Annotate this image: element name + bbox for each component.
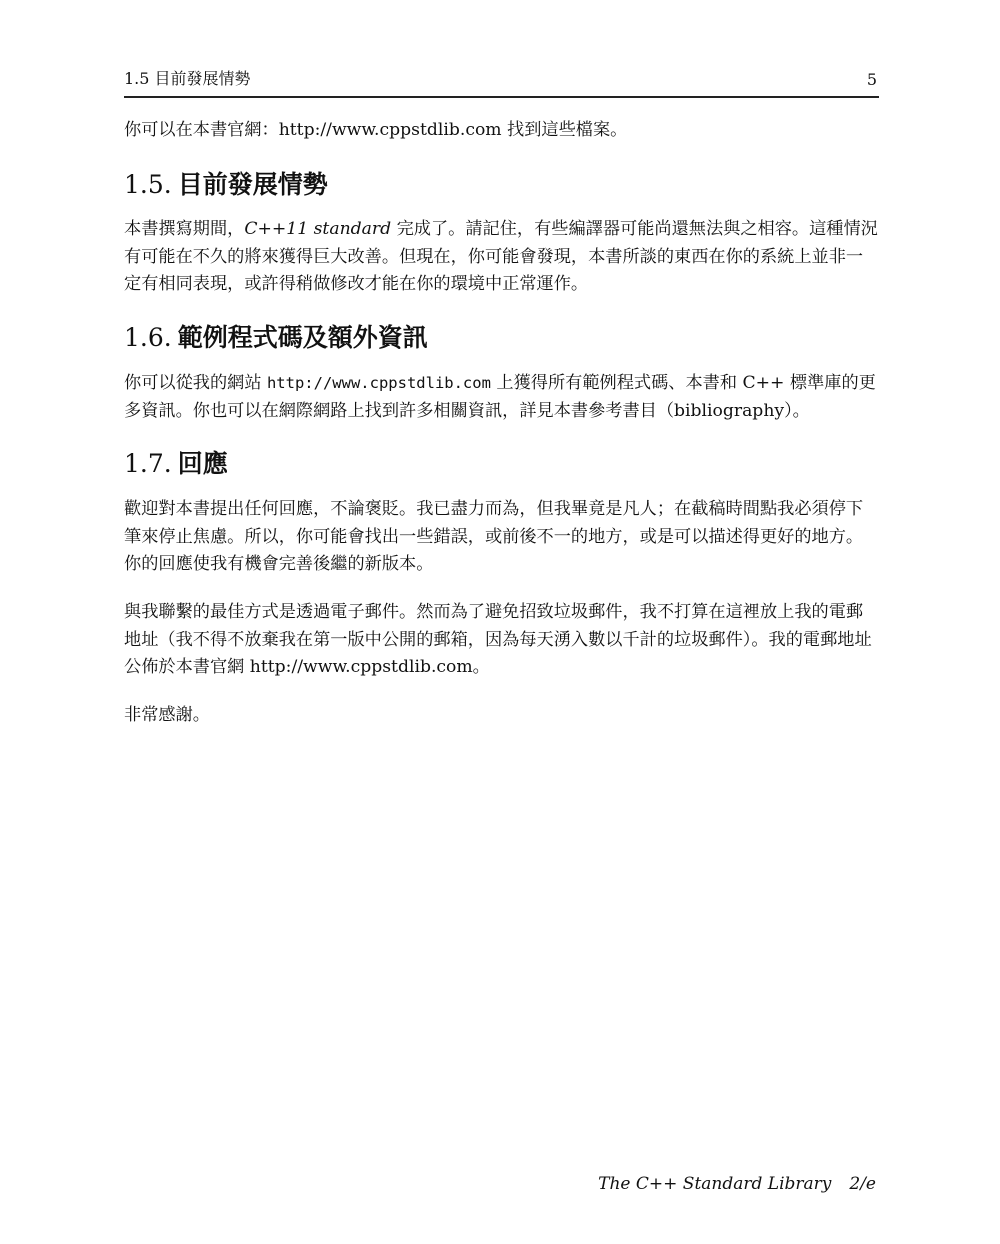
section-title: 目前發展情勢 [177,170,328,199]
section-heading-1-7 [124,449,228,479]
website-url[interactable]: http://www.cppstdlib.com [266,374,491,392]
section-1-7-paragraph-2: 與我聯繫的最佳方式是透過電子郵件。然而為了避免招致垃圾郵件，我不打算在這裡放上我的電郵地址（我不得不放棄我在第一版中公開的郵箱，因為每天湧入數以千計的垃圾郵件）。我的電郵地址公佈於本書官網 http://www.cppstdlib.com。 [124,602,872,677]
header-section-title: 1.5 目前發展情勢 [124,69,251,88]
section-heading-1-6 [124,323,428,353]
running-footer [598,1174,876,1194]
intro-paragraph: 你可以在本書官網：http://www.cppstdlib.com 找到這些檔案。 [124,120,628,140]
book-edition: 2/e [849,1174,876,1194]
section-1-7-paragraph-3: 非常感謝。 [124,705,210,725]
section-number: 1.6. [124,323,172,352]
running-header [124,66,879,98]
section-1-6-paragraph [124,370,879,425]
section-number: 1.5. [124,170,172,199]
page-number: 5 [866,70,877,89]
paragraph-emphasis: C++11 standard [244,219,392,239]
paragraph-text: 你可以從我的網站 [124,373,267,393]
paragraph-text: 完成了。請記住，有些編譯器可能尚還無法與之相容。這種情況有可能在不久的將來獲得巨大改善。但現在，你可能會發現，本書所談的東西在你的系統上並非一定有相同表現，或許得稍做修改才能在你的環境中正常運作。 [124,219,878,294]
book-title: The C++ Standard Library [598,1174,832,1194]
section-title: 範例程式碼及額外資訊 [177,323,428,352]
section-heading-1-5 [124,170,328,200]
section-1-7-paragraph-1: 歡迎對本書提出任何回應，不論褒貶。我已盡力而為，但我畢竟是凡人；在截稿時間點我必須停下筆來停止焦慮。所以，你可能會找出一些錯誤，或前後不一的地方，或是可以描述得更好的地方。你的回應使我有機會完善後繼的新版本。 [124,499,864,574]
paragraph-text: 上獲得所有範例程式碼、本書和 C++ 標準庫的更多資訊。你也可以在網際網路上找到許多相關資訊，詳見本書參考書目（bibliography）。 [124,373,876,421]
paragraph-text: 本書撰寫期間， [124,219,245,239]
section-title: 回應 [177,449,228,478]
section-1-5-paragraph [124,216,879,299]
section-number: 1.7. [124,449,172,478]
